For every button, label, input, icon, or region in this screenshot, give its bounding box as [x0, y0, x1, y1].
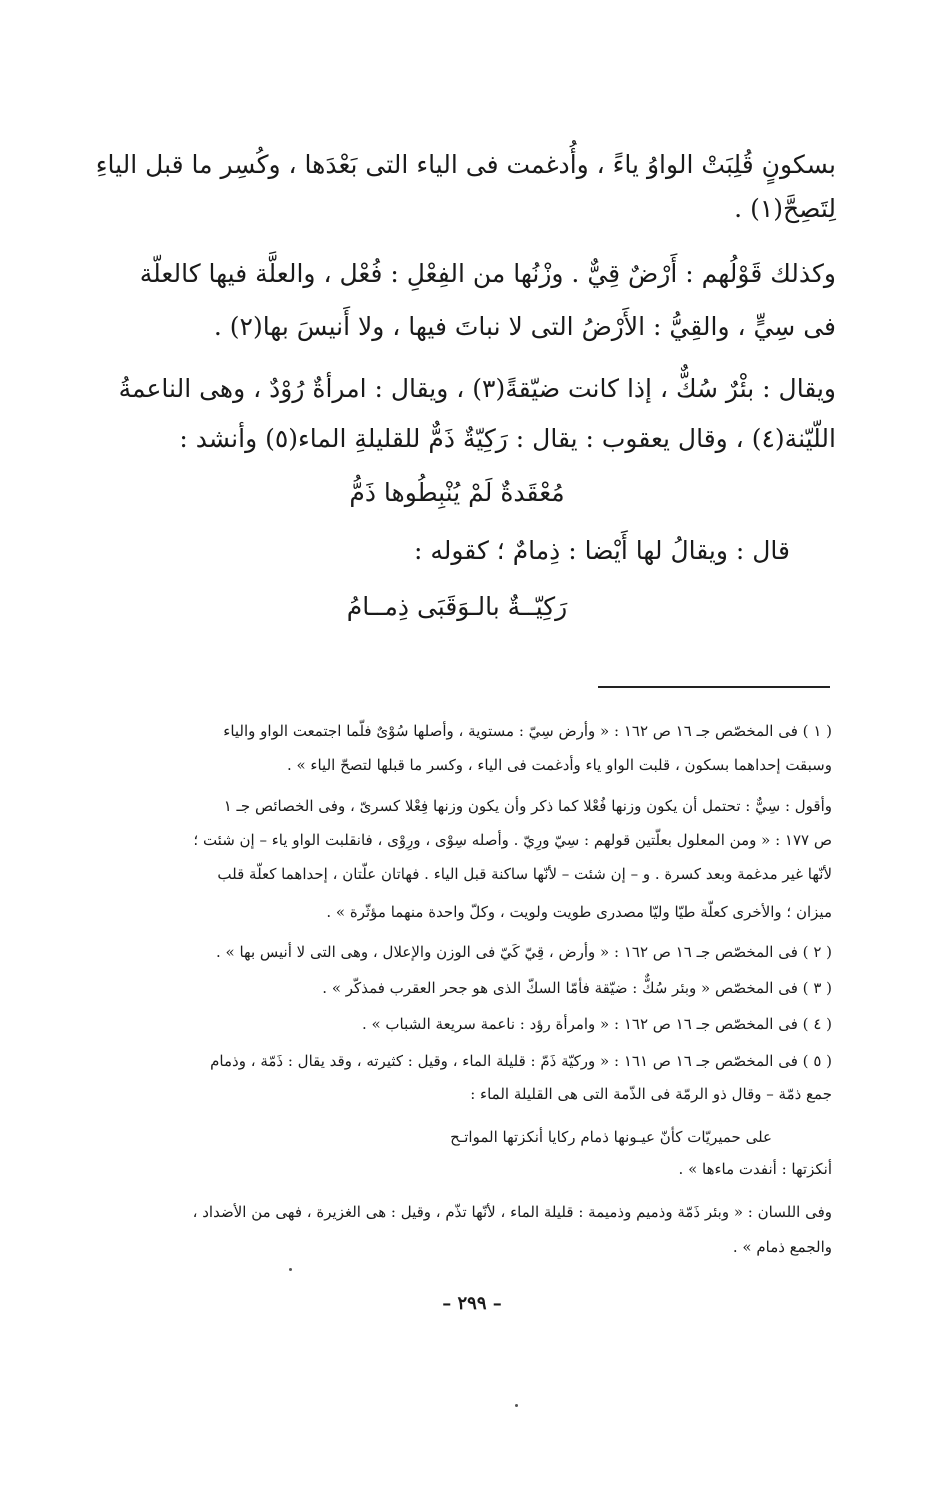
- footnote-line: ص ١٧٧ : « ومن المعلول بعلّتين قولهم : سِيّ ورِيّ . وأصله سِوْى ، ورِوْى ، فانقلبت الواو ياء – إن شئت ؛: [193, 831, 832, 849]
- text-line: لِتَصِحَّ(١) .: [734, 194, 836, 223]
- verse-line: مُعْقَدةٌ لَمْ يُنْبِطُوها ذَمُّ: [349, 478, 565, 507]
- footnote-line: ( ١ ) فى المخصّص جـ ١٦ ص ١٦٢ : « وأرض سِيّ : مستوية ، وأصلها سُوْىٌ فلّما اجتمعت الواو والياء: [223, 722, 832, 740]
- footnote-line: والجمع ذمام » .: [732, 1238, 832, 1256]
- footnote-line: لأنّها غير مدغمة وبعد كسرة . و – إن شئت – لأنّها ساكنة قبل الياء . فهاتان علّتان ، إحداهما كعلّة قلب: [217, 865, 832, 883]
- speck: [289, 1268, 292, 1271]
- speck: [515, 1404, 518, 1407]
- footnote-line: ميزان ؛ والأخرى كعلّة طيّا وليّا مصدرى طويت ولويت ، وكلّ واحدة منهما مؤثّرة » .: [326, 903, 832, 921]
- page-number: – ٢٩٩ –: [442, 1293, 502, 1314]
- footnote-line: جمع ذمّة – وقال ذو الرمّة فى الذّمة التى هى القليلة الماء :: [470, 1085, 832, 1103]
- text-line: ويقال : بئْرٌ سُكٌّ ، إذا كانت ضيّقةً(٣) ، ويقال : امرأةٌ رُوْدٌ ، وهى الناعمةُ: [118, 374, 836, 403]
- text-line: قال : ويقالُ لها أَيْضا : ذِمامٌ ؛ كقوله :: [414, 536, 790, 565]
- footnote-line: ( ٣ ) فى المخصّص « وبئر سُكٌّ : ضيّقة فأمّا السكّ الذى هو جحر العقرب فمذكّر » .: [322, 979, 832, 997]
- text-line: وكذلك قَوْلُهم : أَرْضٌ قِيٌّ . وزْنُها من الفِعْلِ : فُعْل ، والعلَّة فيها كالعلّة: [139, 259, 836, 288]
- footnote-line: وأقول : سِيٌّ : تحتمل أن يكون وزنها فُعْلا كما ذكر وأن يكون وزنها فِعْلا كسرىّ ، وفى الخصائص جـ ١: [223, 797, 832, 815]
- footnote-verse: على حميريّات كأنّ عيـونها ذمام ركايا أنكزتها المواتـح: [450, 1128, 772, 1146]
- footnote-line: ( ٤ ) فى المخصّص جـ ١٦ ص ١٦٢ : « وامرأة رؤد : ناعمة سريعة الشباب » .: [361, 1015, 832, 1033]
- text-line: اللّيّنة(٤) ، وقال يعقوب : يقال : رَكِيّةٌ ذَمٌّ للقليلةِ الماء(٥) وأنشد :: [179, 424, 836, 453]
- footnote-separator: [598, 686, 830, 688]
- footnote-line: ( ٥ ) فى المخصّص جـ ١٦ ص ١٦١ : « وركيّة ذَمّ : قليلة الماء ، وقيل : كثيرته ، وقد يقال : ذَمّة ، وذمام: [210, 1052, 832, 1070]
- text-line: فى سِيٍّ ، والقِيُّ : الأَرْضُ التى لا نباتَ فيها ، ولا أَنيسَ بها(٢) .: [213, 312, 836, 341]
- text-line: بسكونٍ قُلِبَتْ الواوُ ياءً ، وأُدغمت فى الياء التى بَعْدَها ، وكُسِر ما قبل الياءِ: [95, 150, 836, 179]
- footnote-line: وسبقت إحداهما بسكون ، قلبت الواو ياء وأدغمت فى الياء ، وكسر ما قبلها لتصحّ الياء » .: [286, 756, 832, 774]
- footnote-line: وفى اللسان : « وبئر ذَمّة وذميم وذميمة : قليلة الماء ، لأنّها تذّم ، وقيل : هى الغزيرة ، فهى من الأضداد ،: [192, 1203, 832, 1221]
- verse-line: رَكِيّــةٌ بالـوَقَبَى ذِمــامُ: [346, 592, 568, 621]
- footnote-line: ( ٢ ) فى المخصّص جـ ١٦ ص ١٦٢ : « وأرض ، قِيّ كَيّ فى الوزن والإعلال ، وهى التى لا أنيس بها » .: [215, 943, 832, 961]
- footnote-line: أنكزتها : أنفدت ماءها » .: [678, 1160, 832, 1178]
